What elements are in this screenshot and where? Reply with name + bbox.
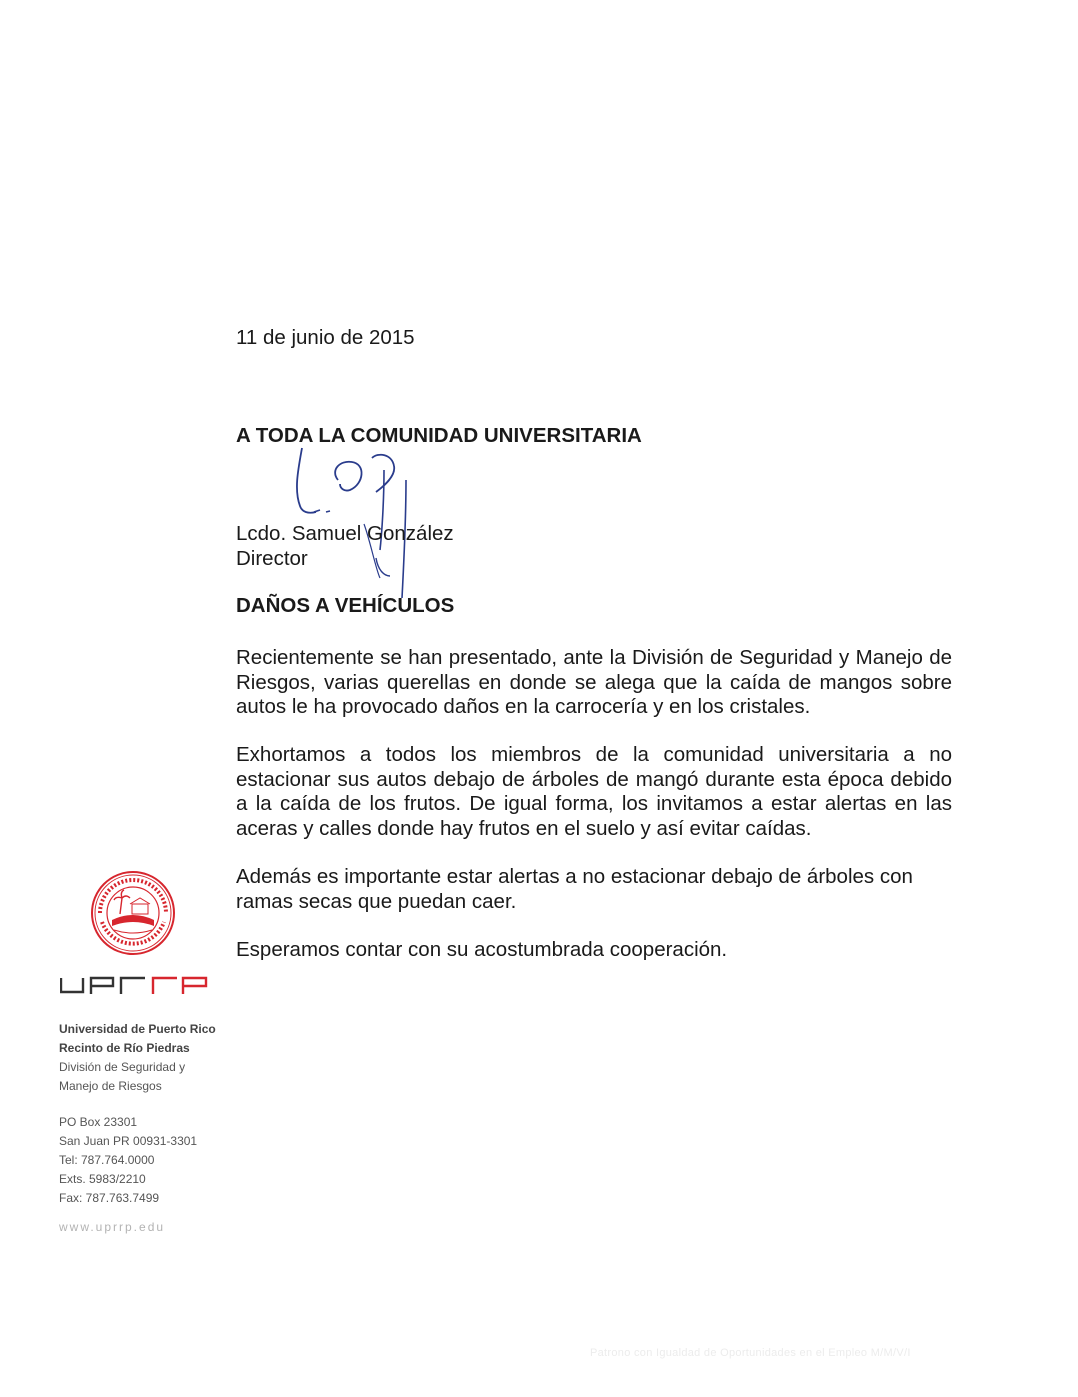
uprrp-logo [60,976,208,994]
extensions: Exts. 5983/2210 [59,1172,146,1186]
body-paragraph: Exhortamos a todos los miembros de la comunidad universitaria a no estacionar sus autos debajo de árboles de mangó durante esta época debido a la caída de los frutos. De igual forma, los invitamos a estar alertas en las aceras y calles donde hay frutos en el suelo y así evitar caídas. [236,743,952,840]
city-address: San Juan PR 00931-3301 [59,1134,198,1148]
body-paragraph: Esperamos contar con su acostumbrada cooperación. [236,938,728,961]
equal-opportunity-footer: Patrono con Igualdad de Oportunidades en el Empleo M/M/V/I [590,1347,911,1359]
sender-block [236,522,952,571]
sender-name: Lcdo. Samuel González [236,522,454,545]
website-link[interactable]: www.uprrp.edu [59,1220,166,1234]
body-paragraph: Además es importante estar alertas a no estacionar debajo de árboles con ramas secas que puedan caer. [236,865,913,913]
telephone: Tel: 787.764.0000 [59,1153,155,1167]
fax: Fax: 787.763.7499 [59,1191,160,1205]
letter-subject: DAÑOS A VEHÍCULOS [236,594,455,617]
letter-recipient: A TODA LA COMUNIDAD UNIVERSITARIA [236,424,642,447]
campus-name: Recinto de Río Piedras [59,1041,190,1055]
body-paragraph: Recientemente se han presentado, ante la División de Seguridad y Manejo de Riesgos, varias querellas en donde se alega que la caída de mangos sobre autos le ha provocado daños en la carrocería y en los cristales. [236,646,952,718]
division-line: Manejo de Riesgos [59,1079,162,1093]
sender-title: Director [236,546,308,570]
handwritten-signature [280,440,440,600]
university-seal [90,870,176,956]
university-name: Universidad de Puerto Rico [59,1022,216,1036]
po-box: PO Box 23301 [59,1115,138,1129]
letter-date: 11 de junio de 2015 [236,326,415,349]
institution-contact-block [59,1020,259,1237]
division-line: División de Seguridad y [59,1060,186,1074]
